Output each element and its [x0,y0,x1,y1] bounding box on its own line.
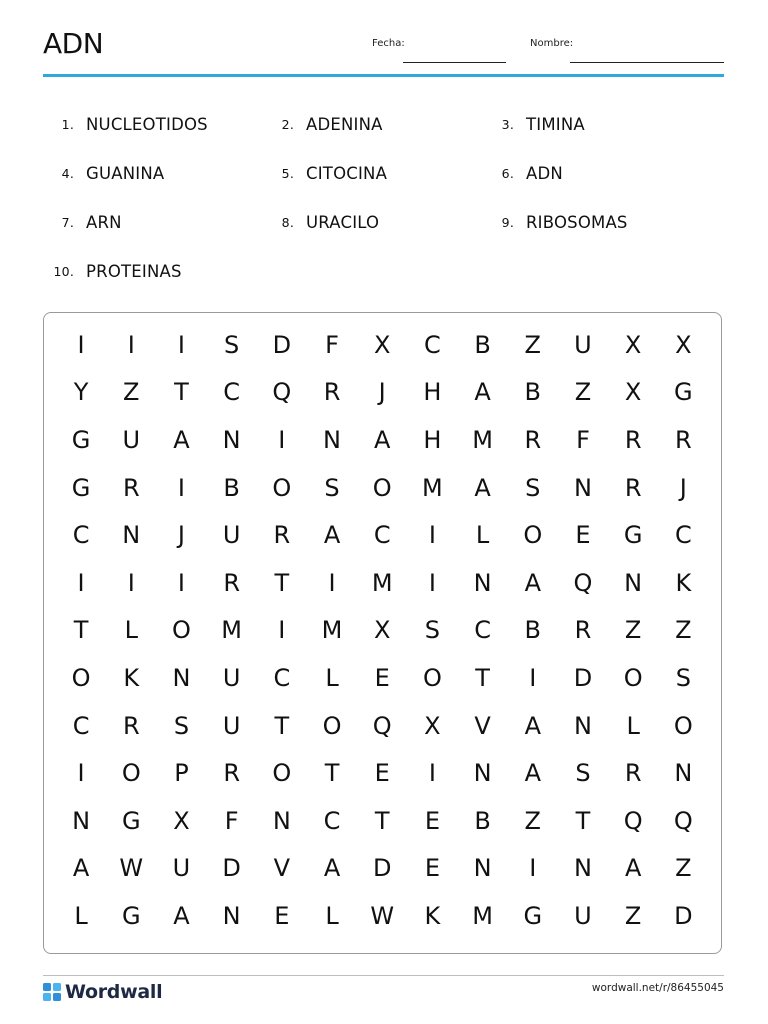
word-number: 2. [281,117,294,132]
grid-cell[interactable]: D [573,663,593,692]
grid-cell[interactable]: C [72,711,90,740]
grid-cell[interactable]: R [122,711,140,740]
grid-cell[interactable]: I [177,473,185,502]
grid-cell[interactable]: I [529,854,537,883]
grid-cell[interactable]: T [324,759,340,788]
grid-cell[interactable]: Z [624,901,642,930]
grid-cell[interactable]: B [223,473,240,502]
grid-cell[interactable]: T [274,568,290,597]
letter-grid-box [43,312,722,954]
grid-cell[interactable]: Q [372,711,392,740]
word-list-item [483,149,703,198]
grid-cell[interactable]: N [674,759,693,788]
grid-cell[interactable]: I [77,568,85,597]
word-text: TIMINA [526,115,585,134]
grid-cell[interactable]: L [74,901,88,930]
grid-cell[interactable]: F [325,330,339,359]
page-title: ADN [43,27,104,60]
grid-cell[interactable]: I [177,568,185,597]
grid-cell[interactable]: X [624,330,642,359]
word-number: 6. [501,166,514,181]
grid-cell[interactable]: I [77,330,85,359]
grid-cell[interactable]: L [325,663,339,692]
grid-cell[interactable]: X [373,616,391,645]
word-list-item [263,100,483,149]
grid-cell[interactable]: O [523,521,543,550]
grid-cell[interactable]: G [121,901,141,930]
grid-cell[interactable]: W [119,854,144,883]
word-text: CITOCINA [306,164,388,183]
grid-cell[interactable]: M [472,901,493,930]
grid-cell[interactable]: I [127,568,135,597]
grid-cell[interactable]: A [72,854,90,883]
grid-cell[interactable]: I [177,330,185,359]
grid-cell[interactable]: L [475,521,490,550]
header-divider [43,74,724,77]
grid-cell[interactable]: K [424,901,441,930]
grid-cell[interactable]: C [223,378,241,407]
word-text: ADENINA [306,115,383,134]
word-text: RIBOSOMAS [526,213,628,232]
grid-cell[interactable]: E [274,901,290,930]
grid-cell[interactable]: T [274,711,290,740]
grid-cell[interactable]: G [623,521,643,550]
grid-cell[interactable]: R [122,473,140,502]
grid-cell[interactable]: R [524,425,542,454]
wordwall-logo-icon [43,983,61,1001]
grid-cell[interactable]: N [473,759,492,788]
grid-cell[interactable]: T [575,806,591,835]
grid-cell[interactable]: K [123,663,140,692]
word-list-item [43,100,263,149]
grid-cell[interactable]: L [626,711,640,740]
word-number: 3. [501,117,514,132]
grid-cell[interactable]: C [373,521,391,550]
grid-cell[interactable]: A [474,473,491,502]
grid-cell[interactable]: L [124,616,138,645]
grid-cell[interactable]: H [423,378,442,407]
grid-cell[interactable]: U [574,901,592,930]
grid-cell[interactable]: Z [624,616,642,645]
grid-cell[interactable]: F [224,806,239,835]
grid-cell[interactable]: S [424,616,441,645]
grid-cell[interactable]: R [675,425,692,454]
grid-cell[interactable]: C [72,521,90,550]
grid-cell[interactable]: O [121,759,141,788]
grid-cell[interactable]: K [675,568,692,597]
grid-cell[interactable]: G [674,378,693,407]
grid-cell[interactable]: A [173,901,190,930]
grid-cell[interactable]: M [472,425,493,454]
grid-cell[interactable]: I [328,568,336,597]
grid-cell[interactable]: R [624,425,642,454]
word-number: 9. [501,215,514,230]
grid-cell[interactable]: A [374,425,391,454]
grid-cell[interactable]: Q [673,806,693,835]
grid-cell[interactable]: X [424,711,441,740]
word-text: ARN [86,213,122,232]
grid-cell[interactable]: R [223,759,240,788]
grid-cell[interactable]: A [624,854,642,883]
grid-cell[interactable]: A [524,568,541,597]
word-number: 8. [281,215,294,230]
word-text: ADN [526,164,563,183]
grid-cell[interactable]: D [674,901,693,930]
grid-cell[interactable]: O [172,616,191,645]
grid-cell[interactable]: J [378,378,386,407]
grid-cell[interactable]: N [323,425,341,454]
grid-cell[interactable]: V [273,854,291,883]
grid-cell[interactable]: A [474,378,491,407]
grid-cell[interactable]: U [222,711,241,740]
grid-cell[interactable]: N [473,854,492,883]
grid-cell[interactable]: A [323,854,341,883]
grid-cell[interactable]: U [172,854,191,883]
grid-cell[interactable]: M [321,616,343,645]
grid-cell[interactable]: G [523,901,543,930]
grid-cell[interactable]: N [573,711,592,740]
grid-cell[interactable]: Z [574,378,592,407]
word-number: 4. [61,166,74,181]
grid-cell[interactable]: D [222,854,241,883]
grid-cell[interactable]: X [173,806,190,835]
grid-cell[interactable]: E [575,521,591,550]
grid-cell[interactable]: I [428,568,436,597]
grid-cell[interactable]: U [222,521,241,550]
grid-cell[interactable]: N [222,901,241,930]
date-label: Fecha: [372,38,405,49]
grid-cell[interactable]: B [524,378,542,407]
activity-url[interactable]: wordwall.net/r/86455045 [591,982,724,994]
grid-cell[interactable]: T [374,806,390,835]
date-field-line[interactable] [403,62,506,63]
grid-cell[interactable]: N [172,663,191,692]
grid-cell[interactable]: N [72,806,91,835]
grid-cell[interactable]: R [323,378,341,407]
name-field-line[interactable] [570,62,724,63]
grid-cell[interactable]: O [673,711,693,740]
grid-cell[interactable]: I [127,330,135,359]
grid-cell[interactable]: X [624,378,642,407]
word-list [43,100,724,296]
grid-cell[interactable]: S [324,473,340,502]
grid-cell[interactable]: I [278,616,286,645]
letter-grid [56,321,708,940]
grid-cell[interactable]: A [323,521,341,550]
grid-cell[interactable]: I [529,663,537,692]
grid-cell[interactable]: N [573,854,592,883]
word-list-item [43,198,263,247]
grid-cell[interactable]: N [624,568,643,597]
word-list-item [483,100,703,149]
grid-cell[interactable]: S [575,759,591,788]
grid-cell[interactable]: M [371,568,393,597]
grid-cell[interactable]: W [370,901,395,930]
grid-cell[interactable]: R [574,616,592,645]
grid-cell[interactable]: B [474,806,491,835]
grid-cell[interactable]: B [474,330,491,359]
word-number: 7. [61,215,74,230]
grid-cell[interactable]: M [422,473,443,502]
grid-cell[interactable]: R [223,568,240,597]
grid-cell[interactable]: U [574,330,592,359]
grid-cell[interactable]: C [273,663,291,692]
word-number: 5. [281,166,294,181]
grid-cell[interactable]: O [272,473,292,502]
grid-cell[interactable]: G [71,425,91,454]
word-number: 1. [61,117,74,132]
grid-cell[interactable]: I [77,759,85,788]
grid-cell[interactable]: H [423,425,442,454]
grid-cell[interactable]: T [475,663,490,692]
grid-cell[interactable]: U [222,663,241,692]
grid-cell[interactable]: T [73,616,89,645]
grid-cell[interactable]: I [428,521,436,550]
grid-cell[interactable]: S [224,330,240,359]
grid-cell[interactable]: X [373,330,391,359]
grid-cell[interactable]: D [372,854,392,883]
grid-cell[interactable]: P [174,759,189,788]
grid-cell[interactable]: J [177,521,185,550]
grid-cell[interactable]: Z [675,616,692,645]
grid-cell[interactable]: I [428,759,436,788]
grid-cell[interactable]: Z [675,854,692,883]
name-label: Nombre: [530,38,574,49]
grid-cell[interactable]: O [272,759,292,788]
grid-cell[interactable]: C [424,330,441,359]
grid-cell[interactable]: X [675,330,692,359]
grid-cell[interactable]: Z [524,330,541,359]
grid-cell[interactable]: F [576,425,590,454]
grid-cell[interactable]: A [524,711,541,740]
grid-cell[interactable]: T [174,378,189,407]
grid-cell[interactable]: N [122,521,141,550]
word-list-item [483,198,703,247]
grid-cell[interactable]: S [173,711,190,740]
grid-cell[interactable]: S [675,663,691,692]
grid-cell[interactable]: Q [272,378,292,407]
grid-cell[interactable]: D [272,330,292,359]
grid-cell[interactable]: B [524,616,542,645]
grid-cell[interactable]: V [474,711,491,740]
grid-cell[interactable]: O [322,711,342,740]
grid-cell[interactable]: O [372,473,392,502]
grid-cell[interactable]: S [525,473,541,502]
grid-cell[interactable]: O [623,663,643,692]
grid-cell[interactable]: N [473,568,492,597]
grid-cell[interactable]: R [273,521,291,550]
grid-cell[interactable]: R [624,759,642,788]
grid-cell[interactable]: A [173,425,190,454]
word-number: 10. [53,264,74,279]
grid-cell[interactable]: E [424,806,440,835]
grid-cell[interactable]: C [474,616,491,645]
word-list-item [263,149,483,198]
grid-cell[interactable]: C [674,521,692,550]
word-list-item [43,247,263,296]
grid-cell[interactable]: O [71,663,91,692]
word-list-item [263,198,483,247]
word-text: PROTEINAS [86,262,182,281]
grid-cell[interactable]: Q [573,568,593,597]
brand-name: Wordwall [65,981,163,1003]
grid-cell[interactable]: N [222,425,241,454]
grid-cell[interactable]: I [278,425,286,454]
grid-cell[interactable]: L [325,901,339,930]
grid-cell[interactable]: G [71,473,91,502]
word-text: GUANINA [86,164,165,183]
grid-cell[interactable]: J [679,473,687,502]
grid-cell[interactable]: G [121,806,141,835]
grid-cell[interactable]: Z [524,806,541,835]
grid-cell[interactable]: E [374,663,390,692]
word-text: NUCLEOTIDOS [86,115,208,134]
wordwall-logo [43,980,162,1004]
grid-cell[interactable]: O [422,663,442,692]
grid-cell[interactable]: E [424,854,440,883]
grid-cell[interactable]: N [573,473,592,502]
grid-cell[interactable]: U [122,425,141,454]
grid-cell[interactable]: N [272,806,291,835]
grid-cell[interactable]: R [624,473,642,502]
grid-cell[interactable]: C [323,806,341,835]
footer-divider [43,975,724,976]
grid-cell[interactable]: Y [73,378,89,407]
grid-cell[interactable]: A [524,759,541,788]
grid-cell[interactable]: M [221,616,243,645]
grid-cell[interactable]: Z [123,378,140,407]
word-list-item [43,149,263,198]
word-text: URACILO [306,213,380,232]
grid-cell[interactable]: Q [623,806,643,835]
grid-cell[interactable]: E [374,759,390,788]
